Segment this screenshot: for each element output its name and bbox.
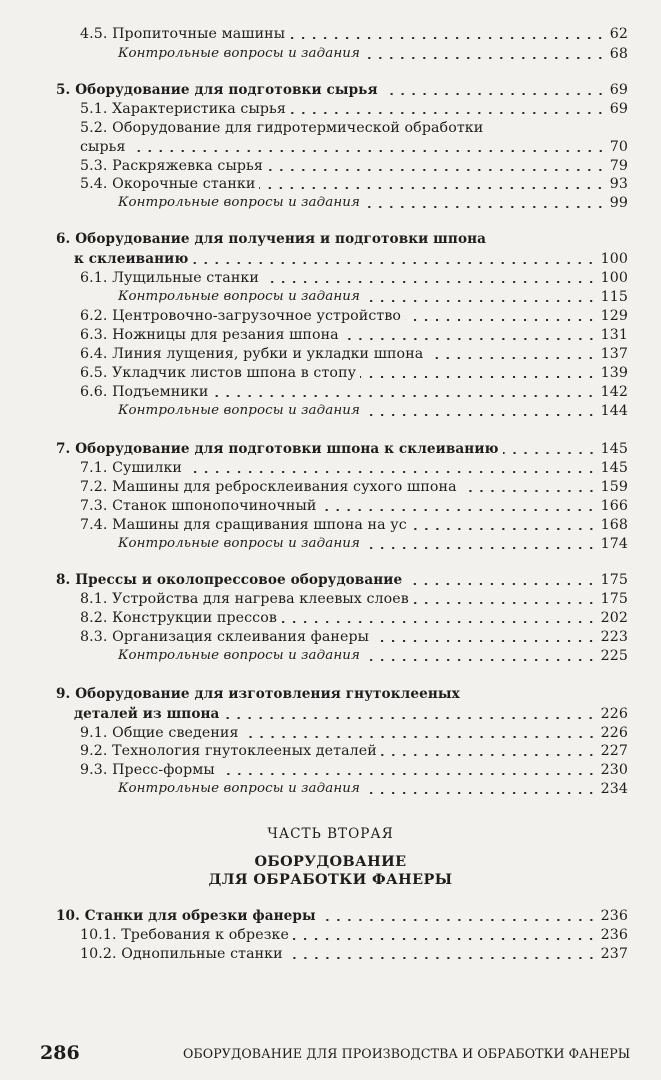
toc-entry-title: Контрольные вопросы и задания bbox=[118, 536, 360, 551]
dot-leader bbox=[289, 37, 606, 39]
toc-entry bbox=[118, 399, 628, 419]
toc-entry-title: 8.1. Устройства для нагрева клеевых слоев bbox=[80, 591, 409, 607]
toc-entry-page: 145 bbox=[600, 441, 628, 457]
dot-leader bbox=[405, 319, 597, 321]
dot-leader bbox=[130, 150, 606, 152]
toc-entry bbox=[80, 587, 628, 607]
toc-entry-page: 100 bbox=[600, 270, 628, 286]
toc-entry-title: Контрольные вопросы и задания bbox=[118, 289, 360, 304]
toc-entry-title: 6. Оборудование для получения и подготовки шпона bbox=[56, 231, 487, 247]
toc-entry bbox=[80, 942, 628, 962]
dot-leader bbox=[343, 338, 597, 340]
toc-entry-page: 230 bbox=[600, 762, 628, 778]
toc-entry-title: Контрольные вопросы и задания bbox=[118, 195, 360, 210]
toc-entry-page: 68 bbox=[609, 46, 628, 62]
toc-entry-title: 6.3. Ножницы для резания шпона bbox=[80, 327, 339, 343]
dot-leader bbox=[364, 300, 597, 302]
toc-entry bbox=[80, 22, 628, 42]
toc-entry bbox=[118, 42, 628, 62]
toc-entry-page: 79 bbox=[609, 158, 628, 174]
toc-entry-page: 236 bbox=[600, 908, 628, 924]
dot-leader bbox=[373, 640, 597, 642]
toc-entry-title: 5.4. Окорочные станки bbox=[80, 176, 256, 192]
toc-entry-title: 5.3. Раскряжевка сырья bbox=[80, 158, 263, 174]
toc-entry bbox=[74, 247, 628, 267]
toc-entry bbox=[56, 227, 628, 247]
toc-entry bbox=[80, 323, 628, 343]
toc-entry-title: 8.3. Организация склеивания фанеры bbox=[80, 629, 370, 645]
toc-entry-page: 70 bbox=[609, 139, 628, 155]
toc-entry-title: 6.1. Лущильные станки bbox=[80, 270, 259, 286]
toc-entry-page: 144 bbox=[600, 403, 628, 419]
toc-entry-title: 5. Оборудование для подготовки сырья bbox=[56, 82, 378, 98]
dot-leader bbox=[290, 112, 606, 114]
toc-entry bbox=[118, 777, 628, 797]
toc-entry bbox=[80, 721, 628, 741]
toc-entry bbox=[80, 739, 628, 759]
toc-entry-page: 225 bbox=[600, 648, 628, 664]
dot-leader bbox=[364, 792, 597, 794]
toc-entry-title: сырья bbox=[80, 139, 126, 155]
toc-entry-title: 9. Оборудование для изготовления гнутоклееных bbox=[56, 686, 460, 702]
toc-entry-page: 227 bbox=[600, 743, 628, 759]
toc-entry-title: 9.2. Технология гнутоклееных деталей bbox=[80, 743, 377, 759]
toc-entry-title: 7.2. Машины для ребросклеивания сухого шпона bbox=[80, 479, 457, 495]
dot-leader bbox=[364, 206, 606, 208]
toc-entry-page: 223 bbox=[600, 629, 628, 645]
toc-entry-title: 7.1. Сушилки bbox=[80, 460, 182, 476]
dot-leader bbox=[382, 93, 606, 95]
toc-entry bbox=[80, 342, 628, 362]
toc-entry-page: 137 bbox=[600, 346, 628, 362]
toc-entry-page: 62 bbox=[609, 26, 628, 42]
toc-entry bbox=[56, 78, 628, 98]
toc-entry-page: 174 bbox=[600, 536, 628, 552]
toc-entry-title: 7. Оборудование для подготовки шпона к склеиванию bbox=[56, 441, 499, 457]
toc-entry-page: 142 bbox=[600, 384, 628, 400]
toc-entry-title: 6.5. Укладчик листов шпона в стопу bbox=[80, 365, 357, 381]
toc-entry bbox=[80, 116, 628, 136]
dot-leader bbox=[192, 262, 596, 264]
toc-entry-title: Контрольные вопросы и задания bbox=[118, 781, 360, 796]
toc-entry-page: 168 bbox=[600, 517, 628, 533]
toc-entry-title: 10. Станки для обрезки фанеры bbox=[56, 908, 316, 924]
dot-leader bbox=[413, 602, 597, 604]
toc-entry bbox=[118, 285, 628, 305]
toc-entry bbox=[80, 513, 628, 533]
toc-entry-page: 139 bbox=[600, 365, 628, 381]
dot-leader bbox=[364, 57, 606, 59]
toc-entry-page: 115 bbox=[600, 289, 628, 305]
dot-leader bbox=[320, 919, 597, 921]
dot-leader bbox=[427, 357, 596, 359]
dot-leader bbox=[320, 509, 596, 511]
toc-entry-page: 175 bbox=[600, 572, 628, 588]
toc-entry-title: 10.1. Требования к обрезке bbox=[80, 927, 289, 943]
toc-entry bbox=[80, 304, 628, 324]
dot-leader bbox=[212, 395, 596, 397]
toc-entry-page: 69 bbox=[609, 82, 628, 98]
toc-entry-title: 5.1. Характеристика сырья bbox=[80, 101, 286, 117]
toc-entry-title: Контрольные вопросы и задания bbox=[118, 403, 360, 418]
toc-entry-page: 129 bbox=[600, 308, 628, 324]
toc-entry-title: 4.5. Пропиточные машины bbox=[80, 26, 286, 42]
dot-leader bbox=[503, 452, 597, 454]
toc-entry bbox=[80, 380, 628, 400]
dot-leader bbox=[281, 621, 597, 623]
toc-entry-title: Контрольные вопросы и задания bbox=[118, 648, 360, 663]
running-title: ОБОРУДОВАНИЕ ДЛЯ ПРОИЗВОДСТВА И ОБРАБОТКИ ФАНЕРЫ bbox=[183, 1046, 631, 1061]
toc-entry-title: 10.2. Однопильные станки bbox=[80, 946, 283, 962]
dot-leader bbox=[259, 187, 605, 189]
toc-entry bbox=[118, 532, 628, 552]
dot-leader bbox=[293, 938, 597, 940]
dot-leader bbox=[406, 583, 596, 585]
toc-entry-title: 9.3. Пресс-формы bbox=[80, 762, 215, 778]
toc-entry-page: 202 bbox=[600, 610, 628, 626]
toc-entry bbox=[56, 682, 628, 702]
toc-entry-title: Контрольные вопросы и задания bbox=[118, 46, 360, 61]
toc-entry-title: 6.4. Линия лущения, рубки и укладки шпона bbox=[80, 346, 424, 362]
part-title-line2: ДЛЯ ОБРАБОТКИ ФАНЕРЫ bbox=[208, 871, 453, 888]
toc-entry bbox=[80, 758, 628, 778]
dot-leader bbox=[186, 471, 597, 473]
toc-entry-page: 226 bbox=[600, 725, 628, 741]
toc-entry bbox=[80, 266, 628, 286]
toc-entry-title: 6.2. Центровочно-загрузочное устройство bbox=[80, 308, 402, 324]
toc-entry-page: 175 bbox=[600, 591, 628, 607]
toc-entry bbox=[74, 702, 628, 722]
toc-entry bbox=[118, 644, 628, 664]
dot-leader bbox=[219, 773, 597, 775]
toc-entry-page: 236 bbox=[600, 927, 628, 943]
dot-leader bbox=[287, 957, 597, 959]
toc-entry bbox=[80, 494, 628, 514]
toc-entry-title: к склеиванию bbox=[74, 251, 189, 267]
toc-entry-page: 237 bbox=[600, 946, 628, 962]
toc-entry-title: деталей из шпона bbox=[74, 706, 220, 722]
toc-entry bbox=[80, 361, 628, 381]
toc-entry bbox=[80, 456, 628, 476]
toc-entry bbox=[56, 437, 628, 457]
dot-leader bbox=[360, 376, 597, 378]
toc-entry-page: 69 bbox=[609, 101, 628, 117]
toc-entry bbox=[56, 904, 628, 924]
toc-entry bbox=[80, 606, 628, 626]
toc-entry-page: 99 bbox=[609, 195, 628, 211]
dot-leader bbox=[364, 547, 597, 549]
page-number: 286 bbox=[40, 1042, 80, 1064]
toc-entry bbox=[80, 475, 628, 495]
toc-entry-title: 9.1. Общие сведения bbox=[80, 725, 239, 741]
toc-entry-page: 159 bbox=[600, 479, 628, 495]
toc-entry-page: 145 bbox=[600, 460, 628, 476]
dot-leader bbox=[263, 281, 597, 283]
toc-entry-title: 6.6. Подъемники bbox=[80, 384, 209, 400]
dot-leader bbox=[461, 490, 597, 492]
part-title-line1: ОБОРУДОВАНИЕ bbox=[254, 853, 407, 870]
dot-leader bbox=[223, 717, 596, 719]
dot-leader bbox=[411, 528, 597, 530]
dot-leader bbox=[381, 754, 597, 756]
toc-entry-page: 166 bbox=[600, 498, 628, 514]
toc-entry-page: 234 bbox=[600, 781, 628, 797]
toc-entry-title: 7.4. Машины для сращивания шпона на ус bbox=[80, 517, 407, 533]
toc-entry bbox=[80, 923, 628, 943]
toc-entry bbox=[56, 568, 628, 588]
dot-leader bbox=[364, 659, 597, 661]
dot-leader bbox=[267, 169, 606, 171]
toc-entry-page: 131 bbox=[600, 327, 628, 343]
toc-entry bbox=[80, 97, 628, 117]
toc-entry-page: 93 bbox=[609, 176, 628, 192]
toc-entry bbox=[118, 191, 628, 211]
dot-leader bbox=[364, 414, 597, 416]
toc-entry-page: 226 bbox=[600, 706, 628, 722]
part-label: ЧАСТЬ ВТОРАЯ bbox=[267, 826, 394, 842]
toc-entry bbox=[80, 154, 628, 174]
toc-entry bbox=[80, 625, 628, 645]
toc-entry bbox=[80, 135, 628, 155]
toc-entry-page: 100 bbox=[600, 251, 628, 267]
toc-entry-title: 8.2. Конструкции прессов bbox=[80, 610, 277, 626]
dot-leader bbox=[243, 736, 597, 738]
toc-entry bbox=[80, 172, 628, 192]
toc-entry-title: 7.3. Станок шпонопочиночный bbox=[80, 498, 317, 514]
toc-entry-title: 8. Прессы и околопрессовое оборудование bbox=[56, 572, 403, 588]
toc-entry-title: 5.2. Оборудование для гидротермической обработки bbox=[80, 120, 484, 136]
